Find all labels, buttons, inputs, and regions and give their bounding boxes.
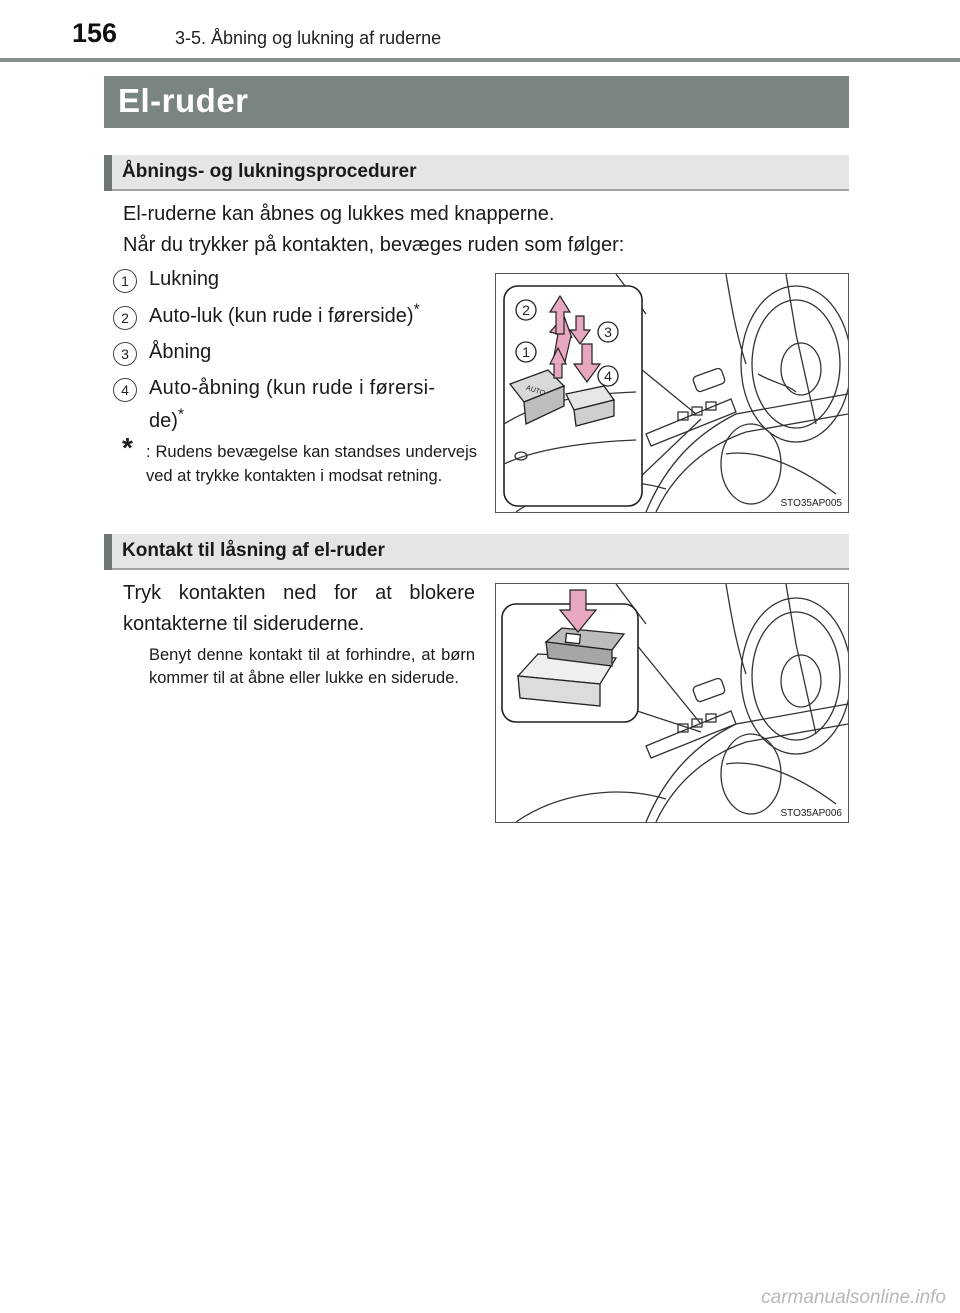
number-badge: 3 xyxy=(113,342,137,366)
footnote-text: : Rudens bevægelse kan standses undervejs ved at trykke kontakten i modsat retning. xyxy=(146,443,477,485)
list-item-label: Åbning xyxy=(149,341,212,363)
list-item-label: Auto-luk (kun rude i førerside) xyxy=(149,305,414,327)
heading-accent-bar xyxy=(104,534,112,570)
watermark: carmanualsonline.info xyxy=(761,1287,946,1308)
list-item-label-wrap xyxy=(149,406,185,433)
list-item-label: Auto-åbning (kun rude i førersi- xyxy=(149,377,436,399)
page-header xyxy=(0,0,960,62)
callout-number: 1 xyxy=(522,344,530,360)
figure-code: STO35AP006 xyxy=(780,808,842,819)
chapter-title: 3-5. Åbning og lukning af ruderne xyxy=(175,28,442,48)
lock-switch-heading: Kontakt til låsning af el-ruder xyxy=(122,540,385,561)
callout-number: 3 xyxy=(604,324,612,340)
callout-number: 2 xyxy=(522,302,530,318)
lock-switch-illustration xyxy=(495,583,849,823)
number-badge: 4 xyxy=(113,378,137,402)
list-item-label-wrap xyxy=(149,301,420,328)
number-badge: 2 xyxy=(113,306,137,330)
list-item-label: de) xyxy=(149,410,178,432)
footnote-asterisk: * xyxy=(122,432,133,463)
header-rule xyxy=(0,58,960,62)
procedures-intro-2: Når du trykker på kontakten, bevæges ruden som følger: xyxy=(123,234,625,256)
window-switch-drawing xyxy=(496,274,848,512)
asterisk-mark: * xyxy=(413,301,420,319)
procedures-heading: Åbnings- og lukningsprocedurer xyxy=(122,161,417,182)
lock-switch-heading-banner xyxy=(104,534,849,570)
window-switch-illustration xyxy=(495,273,849,513)
page-number: 156 xyxy=(72,18,118,48)
list-item-label: Lukning xyxy=(149,268,220,290)
section-title: El-ruder xyxy=(118,82,249,119)
auto-label: AUTO xyxy=(525,384,546,398)
number-badge: 1 xyxy=(113,269,137,293)
lock-switch-drawing xyxy=(496,584,848,822)
lock-switch-note: Benyt denne kontakt til at forhindre, at børn kommer til at åbne eller lukke en siderude. xyxy=(149,646,475,687)
lock-switch-text: Tryk kontakten ned for at blokere kontakterne til sideruderne. xyxy=(123,582,475,635)
figure-code: STO35AP005 xyxy=(780,498,842,509)
asterisk-mark: * xyxy=(177,406,185,424)
footnote xyxy=(122,432,477,488)
procedures-heading-banner xyxy=(104,155,849,191)
callout-number: 4 xyxy=(604,368,612,384)
heading-accent-bar xyxy=(104,155,112,191)
procedures-intro-1: El-ruderne kan åbnes og lukkes med knapperne. xyxy=(123,203,555,225)
section-banner xyxy=(104,76,849,128)
